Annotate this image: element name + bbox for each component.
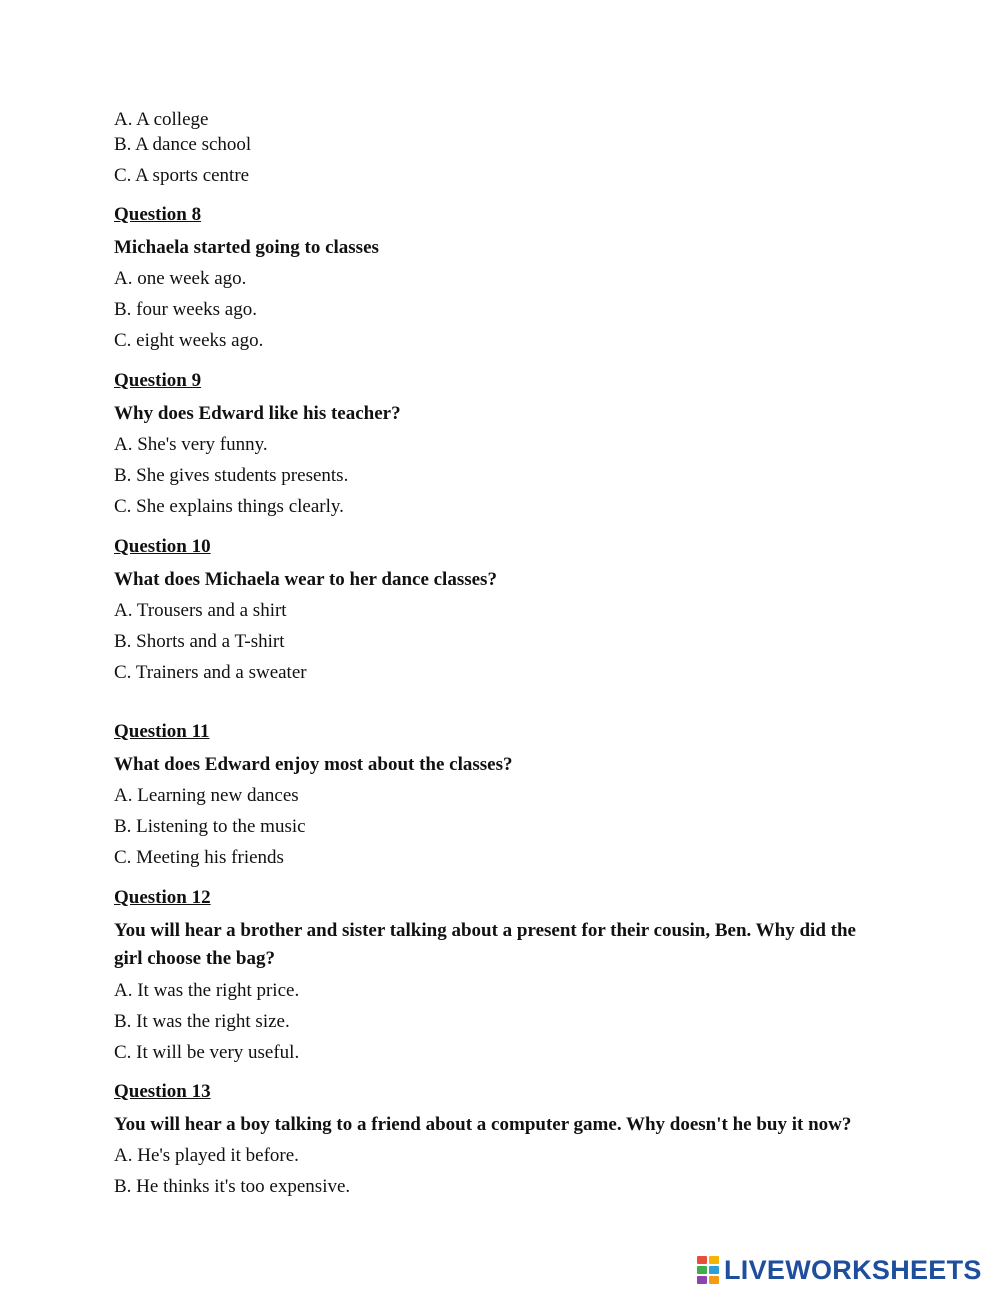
- option-c: C. Trainers and a sweater: [114, 662, 307, 683]
- logo-text: LIVEWORKSHEETS: [724, 1255, 982, 1285]
- question-prompt: Why does Edward like his teacher?: [114, 403, 401, 424]
- question-prompt: You will hear a brother and sister talking about a present for their cousin, Ben. Why did the: [114, 920, 856, 941]
- question-prompt: What does Edward enjoy most about the classes?: [114, 754, 513, 775]
- option-a: A. Learning new dances: [114, 785, 299, 806]
- logo-cube: [697, 1256, 707, 1264]
- question-prompt: You will hear a boy talking to a friend about a computer game. Why doesn't he buy it now?: [114, 1114, 852, 1135]
- logo-cube: [697, 1266, 707, 1274]
- option-a: A. A college: [114, 109, 209, 130]
- question-heading: Question 10: [114, 536, 211, 557]
- option-a: A. She's very funny.: [114, 434, 268, 455]
- option-a: A. It was the right price.: [114, 980, 300, 1001]
- liveworksheets-logo[interactable]: [697, 1255, 982, 1285]
- question-heading: Question 8: [114, 204, 202, 225]
- liveworksheets-cubes-icon: [697, 1256, 721, 1284]
- option-b: B. It was the right size.: [114, 1011, 290, 1032]
- option-b: B. Shorts and a T-shirt: [114, 631, 285, 652]
- option-b: B. He thinks it's too expensive.: [114, 1176, 351, 1197]
- option-b: B. A dance school: [114, 134, 252, 155]
- option-a: A. one week ago.: [114, 268, 247, 289]
- question-heading: Question 9: [114, 370, 202, 391]
- option-c: C. Meeting his friends: [114, 847, 284, 868]
- question-heading: Question 11: [114, 721, 210, 742]
- option-b: B. Listening to the music: [114, 816, 306, 837]
- question-prompt: Michaela started going to classes: [114, 237, 379, 258]
- option-c: C. It will be very useful.: [114, 1042, 300, 1063]
- option-c: C. A sports centre: [114, 165, 250, 186]
- logo-cube: [709, 1266, 719, 1274]
- logo-cube: [709, 1276, 719, 1284]
- option-c: C. eight weeks ago.: [114, 330, 264, 351]
- question-heading: Question 13: [114, 1081, 211, 1102]
- option-a: A. He's played it before.: [114, 1145, 299, 1166]
- option-a: A. Trousers and a shirt: [114, 600, 287, 621]
- option-b: B. She gives students presents.: [114, 465, 349, 486]
- option-b: B. four weeks ago.: [114, 299, 257, 320]
- logo-cube: [709, 1256, 719, 1264]
- logo-cube: [697, 1276, 707, 1284]
- question-heading: Question 12: [114, 887, 211, 908]
- question-prompt: girl choose the bag?: [114, 948, 275, 969]
- question-prompt: What does Michaela wear to her dance classes?: [114, 569, 497, 590]
- option-c: C. She explains things clearly.: [114, 496, 344, 517]
